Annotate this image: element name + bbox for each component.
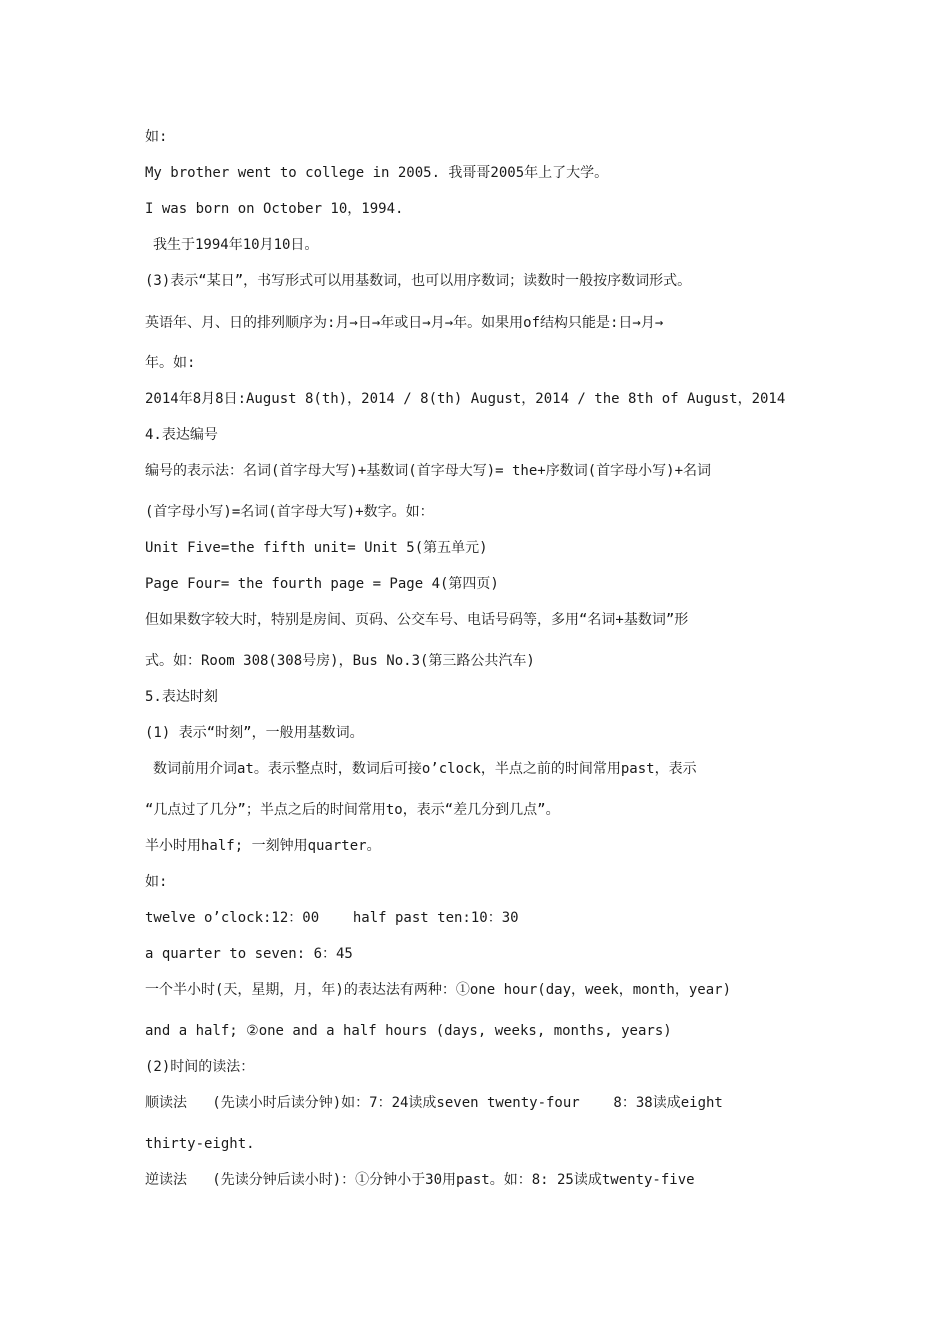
text-line: (1) 表示“时刻”，一般用基数词。 — [145, 725, 364, 741]
text-line: 编号的表示法：名词(首字母大写)+基数词(首字母大写)= the+序数词(首字母小写)+名词 — [145, 463, 711, 479]
text-line: 如: — [145, 874, 168, 890]
section-heading: 4.表达编号 — [145, 427, 218, 443]
text-line: 年。如: — [145, 355, 196, 371]
text-line: Page Four= the fourth page = Page 4(第四页) — [145, 576, 499, 592]
section-heading: 5.表达时刻 — [145, 689, 218, 705]
text-line: 逆读法 (先读分钟后读小时)：①分钟小于30用past。如：8: 25读成twenty-five — [145, 1172, 695, 1188]
text-line: 一个半小时(天，星期，月，年)的表达法有两种：①one hour(day，week，month，year) — [145, 982, 732, 998]
text-line: 但如果数字较大时，特别是房间、页码、公交车号、电话号码等，多用“名词+基数词”形 — [145, 612, 689, 628]
text-line: Unit Five=the fifth unit= Unit 5(第五单元) — [145, 540, 488, 556]
text-line: a quarter to seven: 6：45 — [145, 946, 353, 962]
text-line: 式。如：Room 308(308号房)，Bus No.3(第三路公共汽车) — [145, 653, 535, 669]
text-line: (首字母小写)=名词(首字母大写)+数字。如： — [145, 504, 434, 520]
text-line: (2)时间的读法： — [145, 1059, 255, 1075]
text-line: 英语年、月、日的排列顺序为:月→日→年或日→月→年。如果用of结构只能是:日→月→ — [145, 315, 664, 331]
text-line: twelve o’clock:12：00 half past ten:10：30 — [145, 910, 519, 926]
text-line: (3)表示“某日”，书写形式可以用基数词，也可以用序数词；读数时一般按序数词形式。 — [145, 273, 692, 289]
text-line: My brother went to college in 2005. 我哥哥2005年上了大学。 — [145, 165, 609, 181]
text-line: “几点过了几分”；半点之后的时间常用to，表示“差几分到几点”。 — [145, 802, 560, 818]
text-line: 我生于1994年10月10日。 — [153, 237, 319, 253]
text-line: I was born on October 10，1994. — [145, 201, 404, 217]
text-line: and a half; ②one and a half hours (days, weeks, months, years) — [145, 1023, 672, 1039]
text-line: 2014年8月8日:August 8(th)，2014 / 8(th) August，2014 / the 8th of August，2014 — [145, 391, 786, 407]
text-line: 数词前用介词at。表示整点时，数词后可接o’clock，半点之前的时间常用past，表示 — [153, 761, 697, 777]
text-line: thirty-eight. — [145, 1136, 255, 1152]
text-line: 顺读法 (先读小时后读分钟)如：7：24读成seven twenty-four 8：38读成eight — [145, 1095, 723, 1111]
text-line: 半小时用half; 一刻钟用quarter。 — [145, 838, 381, 854]
text-line: 如: — [145, 129, 168, 145]
